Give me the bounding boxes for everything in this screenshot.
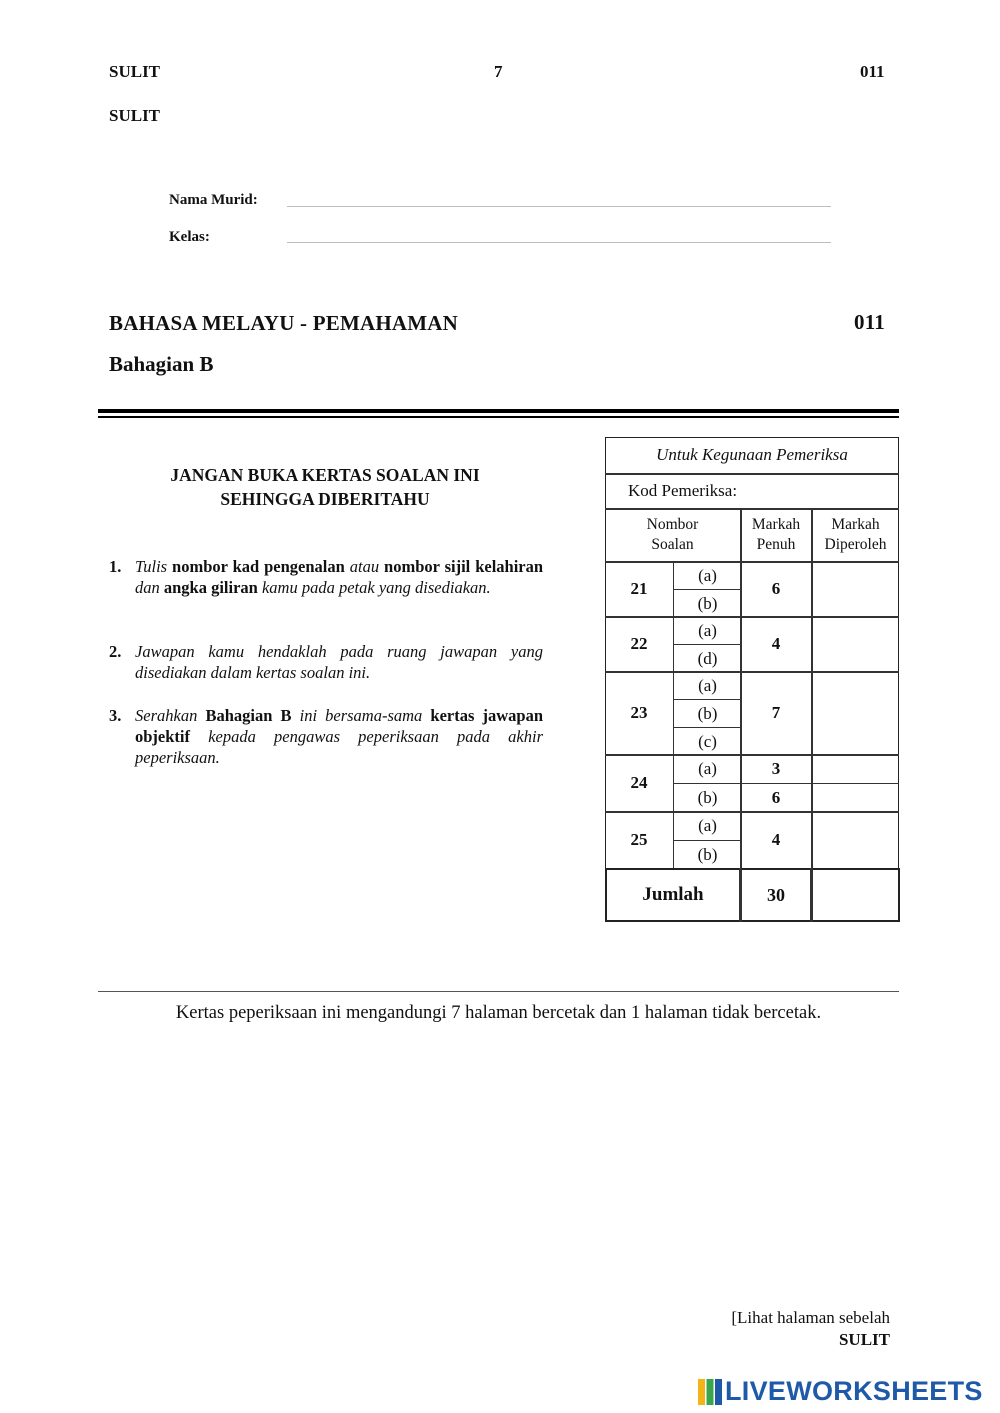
- section-title: Bahagian B: [109, 352, 214, 376]
- question-part: (b): [697, 703, 718, 723]
- instruction-1: 1. Tulis nombor kad pengenalan atau nombor sijil kelahiran dan angka giliran kamu pada petak yang disediakan.: [109, 557, 544, 597]
- liveworksheets-logo: [697, 1376, 983, 1407]
- question-number: 25: [630, 830, 648, 849]
- examiner-code-label: Kod Pemeriksa:: [628, 480, 738, 500]
- footer-classification: SULIT: [838, 1330, 890, 1349]
- liveworksheets-logo-icon: [697, 1377, 723, 1407]
- question-part: (d): [697, 648, 718, 668]
- col-header-marks-obtained: Markah Diperoleh: [824, 515, 887, 553]
- subject-title: BAHASA MELAYU - PEMAHAMAN: [109, 311, 458, 335]
- question-number: 24: [630, 773, 648, 792]
- header-classification: SULIT: [109, 62, 161, 81]
- full-marks: 6: [771, 579, 781, 598]
- question-part: (b): [697, 787, 718, 807]
- marks-obtained-cell[interactable]: [812, 812, 899, 868]
- marks-obtained-cell[interactable]: [812, 672, 899, 754]
- question-number: 22: [630, 634, 648, 653]
- warning-notice: [120, 463, 530, 511]
- question-number: 23: [630, 703, 648, 722]
- instruction-number: 1.: [109, 557, 122, 576]
- instruction-number: 2.: [109, 642, 122, 661]
- header-classification-2: SULIT: [109, 106, 161, 125]
- logo-text: LIVEWORKSHEETS: [725, 1376, 983, 1406]
- total-full-marks: 30: [767, 884, 785, 905]
- marks-obtained-cell[interactable]: [812, 755, 899, 811]
- question-part: (a): [698, 675, 717, 695]
- warning-line-2: SEHINGGA DIBERITAHU: [220, 489, 430, 509]
- warning-line-1: JANGAN BUKA KERTAS SOALAN INI: [170, 465, 480, 485]
- total-label: Jumlah: [642, 884, 704, 905]
- question-part: (a): [698, 620, 717, 640]
- question-part: (a): [698, 565, 717, 585]
- double-rule-top: [98, 409, 899, 413]
- class-field[interactable]: [287, 242, 831, 243]
- full-marks: 3: [771, 759, 781, 778]
- full-marks: 4: [771, 830, 781, 849]
- table-heading: Untuk Kegunaan Pemeriksa: [656, 445, 848, 464]
- instruction-3: 3. Serahkan Bahagian B ini bersama-sama kertas jawapan objektif kepada pengawas peperiksaan pada akhir peperiksaan.: [109, 706, 544, 767]
- question-part: (c): [698, 731, 717, 751]
- col-header-full-marks: Markah Penuh: [751, 515, 801, 553]
- question-part: (a): [698, 816, 717, 835]
- question-number: 21: [630, 579, 648, 598]
- marks-obtained-cell[interactable]: [812, 617, 899, 671]
- page-number: 7: [494, 62, 503, 81]
- full-marks: 4: [771, 634, 781, 653]
- class-label: Kelas:: [169, 229, 210, 245]
- full-marks: 7: [771, 703, 781, 722]
- full-marks: 6: [771, 787, 781, 807]
- total-marks-obtained-cell[interactable]: [813, 870, 898, 920]
- student-name-field[interactable]: [287, 206, 831, 207]
- marks-obtained-cell[interactable]: [812, 562, 899, 616]
- question-part: (b): [697, 593, 718, 613]
- double-rule-bottom: [98, 416, 899, 418]
- header-paper-code: 011: [860, 62, 885, 81]
- subject-code: 011: [854, 310, 885, 334]
- page-count-note: Kertas peperiksaan ini mengandungi 7 halaman bercetak dan 1 halaman tidak bercetak.: [175, 1003, 822, 1023]
- see-next-page: [Lihat halaman sebelah: [731, 1308, 890, 1327]
- footer-rule: [98, 991, 899, 992]
- student-name-label: Nama Murid:: [169, 192, 258, 208]
- col-header-question: Nombor Soalan: [646, 515, 699, 553]
- question-part: (b): [697, 844, 718, 864]
- instruction-2: 2. Jawapan kamu hendaklah pada ruang jawapan yang disediakan dalam kertas soalan ini.: [109, 642, 543, 682]
- question-part: (a): [698, 759, 717, 778]
- instruction-number: 3.: [109, 706, 122, 725]
